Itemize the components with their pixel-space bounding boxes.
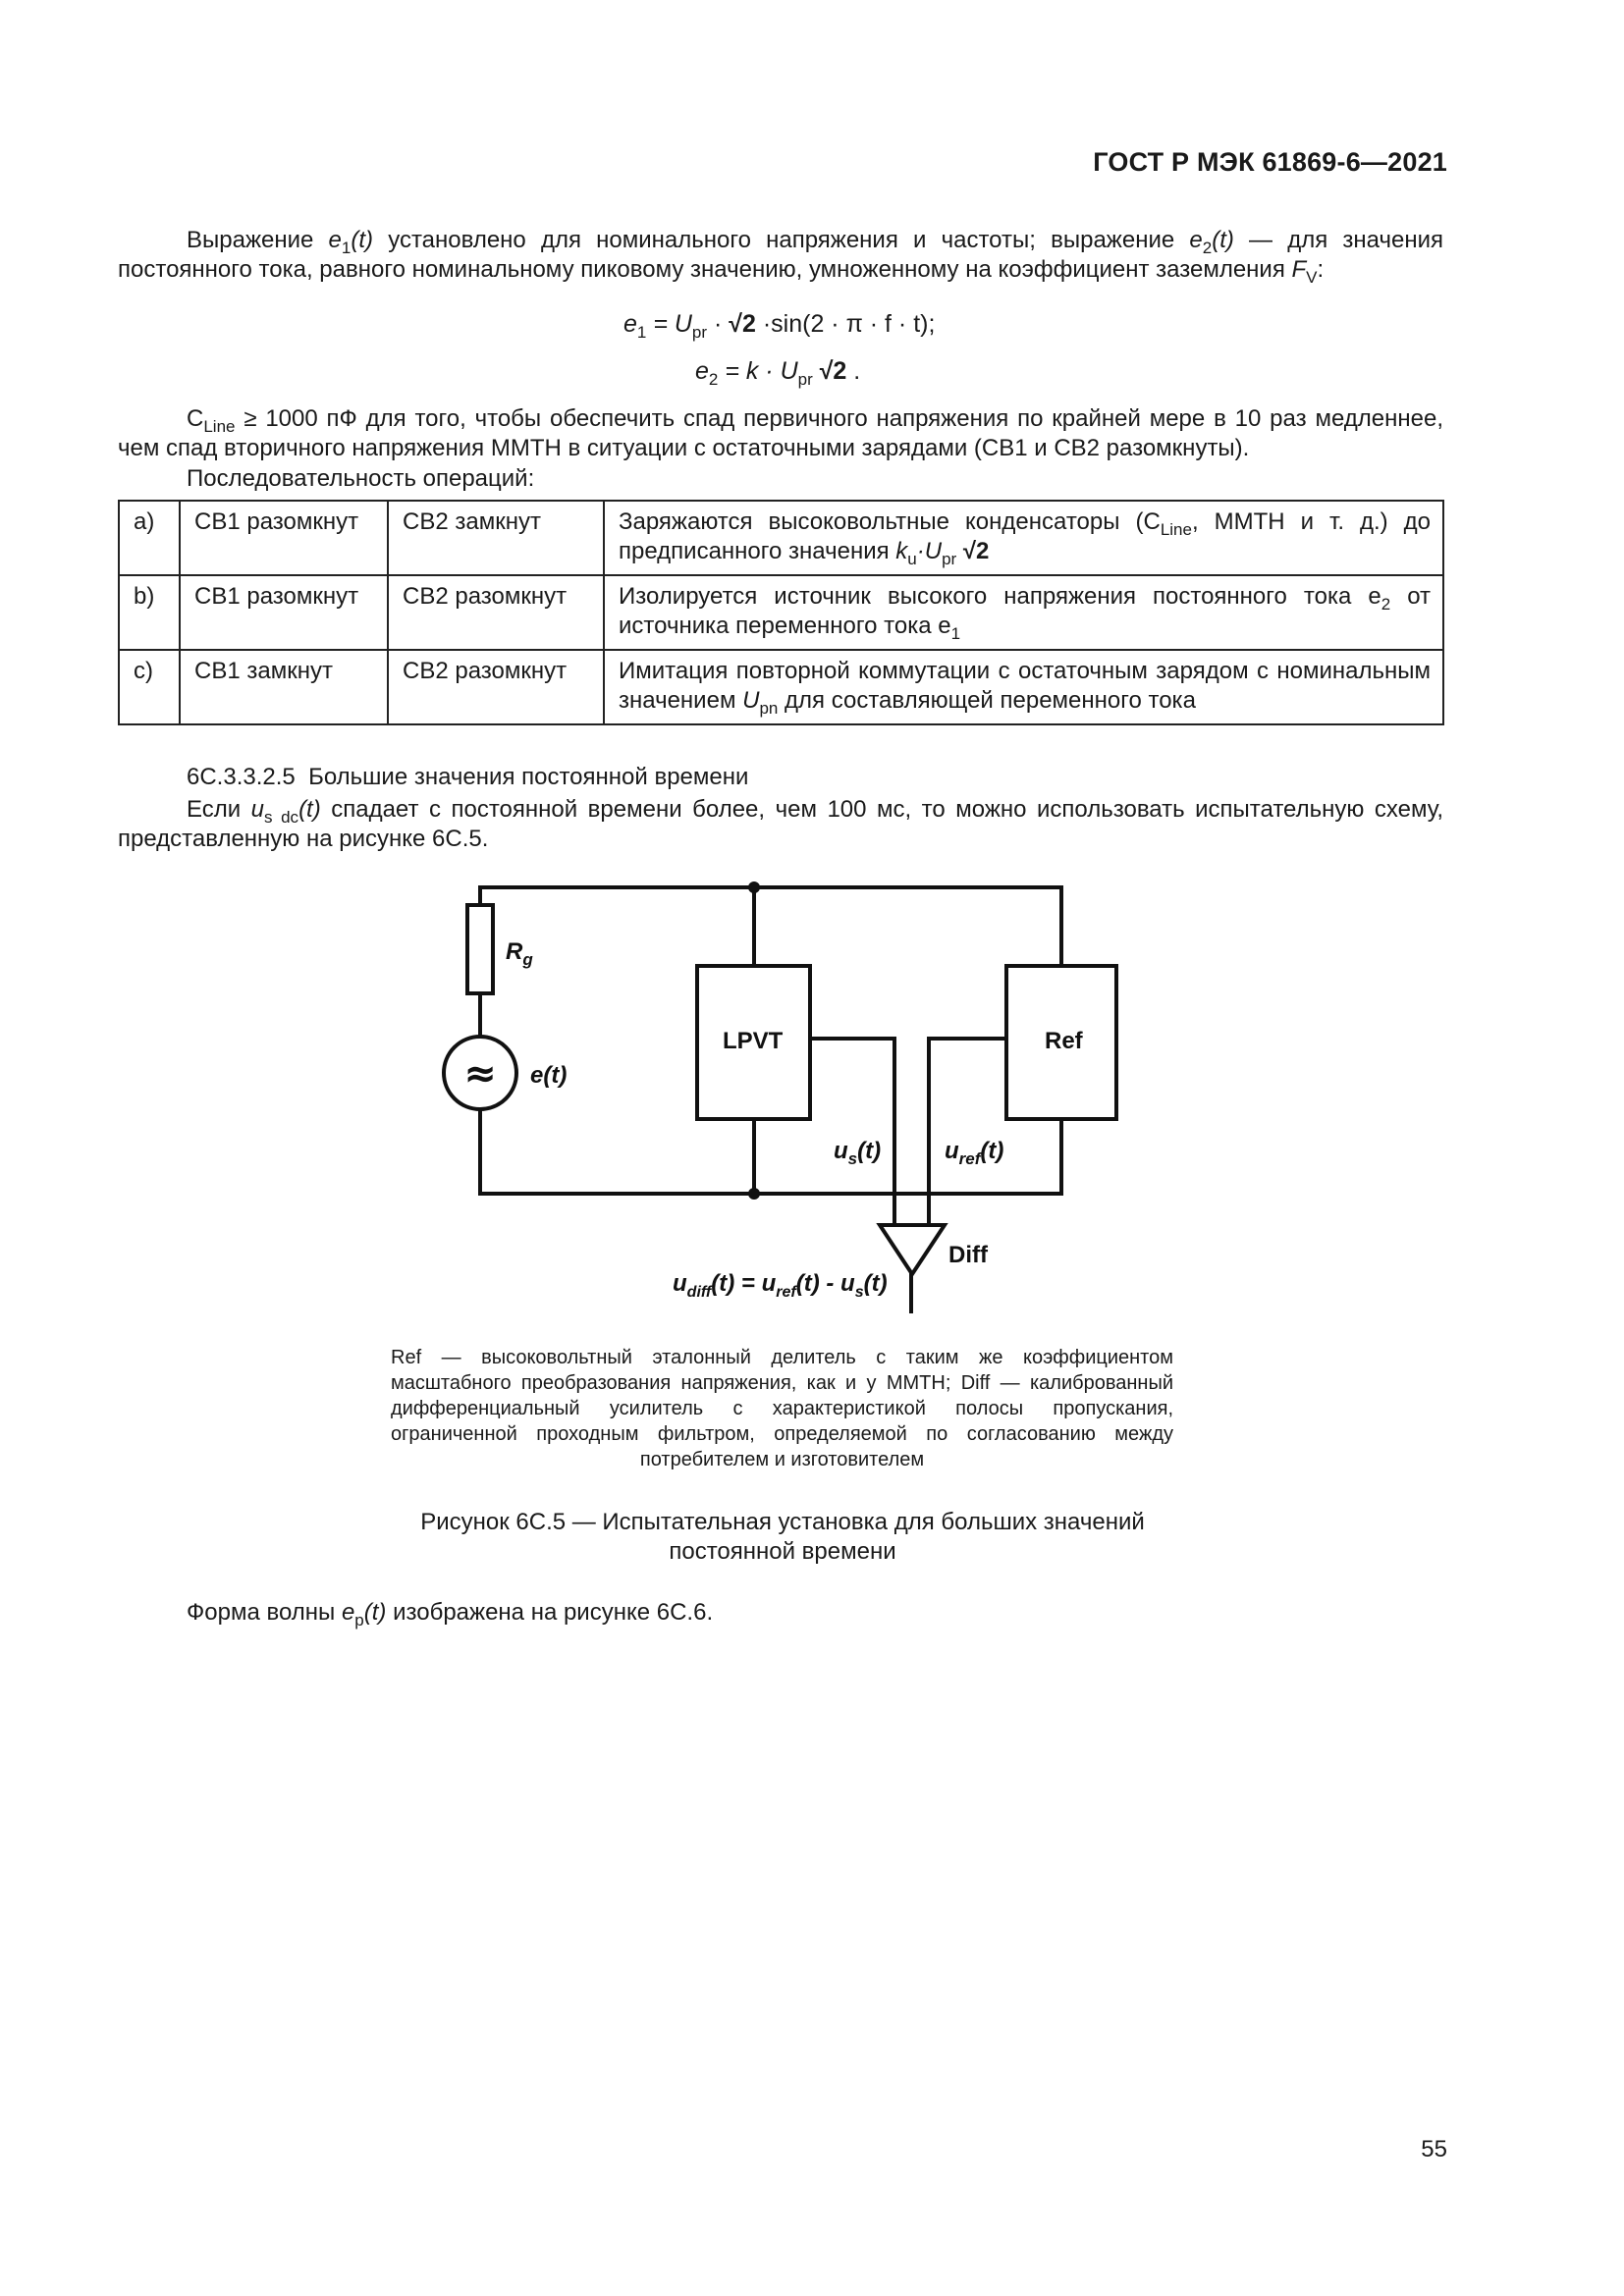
op-cb1: СВ1 замкнут [180, 650, 388, 724]
op-description: Заряжаются высоковольтные конденсаторы ($C_{Line}$, ММТН и т. д.) до предписанного значения $k_u\cdot U_{pr}$ √2 [604, 501, 1443, 575]
op-cb1: СВ1 разомкнут [180, 501, 388, 575]
op-description: Изолируется источник высокого напряжения постоянного тока $e_2$ от источника переменного тока $e_1$ [604, 575, 1443, 650]
op-cb2: СВ2 замкнут [388, 501, 604, 575]
wire-us [810, 1039, 894, 1225]
figure-caption: Рисунок 6С.5 — Испытательная установка для больших значений постоянной времени [420, 1509, 1145, 1565]
junction-dot [748, 1188, 760, 1200]
us-label: $u_s(t)$ [834, 1138, 882, 1168]
diff-label: Diff [948, 1242, 988, 1268]
formula-e1: $e_1 = U_{pr} \cdot √2 \cdot\sin(2 \cdot \pi \cdot f \cdot t)$; [623, 310, 936, 342]
op-description: Имитация повторной коммутации с остаточным зарядом с номинальным значением $U_{pn}$ для составляющей переменного тока [604, 650, 1443, 724]
formula-e2: $e_2 = k \cdot U_{pr}$ √2 . [695, 357, 861, 389]
page-number: 55 [1421, 2136, 1447, 2163]
cline-paragraph: $C_{Line} \ge 1000$ пФ для того, чтобы обеспечить спад первичного напряжения по крайней мере в 10 раз медленнее, чем спад вторичного напряжения ММТН в ситуации с остаточными зарядами (СВ1 и СВ2 разомкнуты). [118, 405, 1443, 461]
intro-paragraph: Выражение $e_1(t)$ установлено для номинального напряжения и частоты; выражение $e_2(t)$ — для значения постоянного тока, равного номинальному пиковому значению, умноженному на коэффициент заземления $F_V$: [118, 227, 1444, 287]
ac-wave-symbol: ≈ [463, 1051, 497, 1096]
diff-amplifier-icon [880, 1225, 945, 1274]
source-label: e(t) [530, 1062, 568, 1089]
closing-paragraph: Форма волны $e_p(t)$ изображена на рисунке 6С.6. [187, 1599, 714, 1629]
sequence-label: Последовательность операций: [187, 465, 535, 492]
resistor-rg [467, 905, 493, 993]
uref-label: $u_{ref}(t)$ [945, 1138, 1004, 1168]
op-cb1: СВ1 разомкнут [180, 575, 388, 650]
wire-uref [929, 1039, 1006, 1225]
op-cb2: СВ2 разомкнут [388, 650, 604, 724]
op-letter: b) [119, 575, 180, 650]
op-cb2: СВ2 разомкнут [388, 575, 604, 650]
lpvt-label: LPVT [723, 1028, 784, 1054]
figure-note: Ref — высоковольтный эталонный делитель с таким же коэффициентом масштабного преобразования напряжения, как и у ММТН; Diff — калиброванный дифференциальный усилитель с характеристикой полосы пропускания, ограниченной проходным фильтром, определяемой по согласованию между потребителем и изготовителем [391, 1347, 1173, 1470]
document-header: ГОСТ Р МЭК 61869-6—2021 [1093, 147, 1447, 177]
rg-label: $R_g$ [506, 938, 533, 969]
op-letter: a) [119, 501, 180, 575]
section-paragraph: Если $u_{s dc}(t)$ спадает с постоянной времени более, чем 100 мс, то можно использовать испытательную схему, представленную на рисунке 6С.5. [118, 796, 1443, 852]
junction-dot [748, 881, 760, 893]
diff-equation: $u_{diff}(t) = u_{ref}(t) - u_s(t)$ [673, 1270, 888, 1301]
section-heading: 6С.3.3.2.5 Большие значения постоянной времени [187, 764, 749, 790]
op-letter: c) [119, 650, 180, 724]
ref-label: Ref [1045, 1028, 1083, 1054]
